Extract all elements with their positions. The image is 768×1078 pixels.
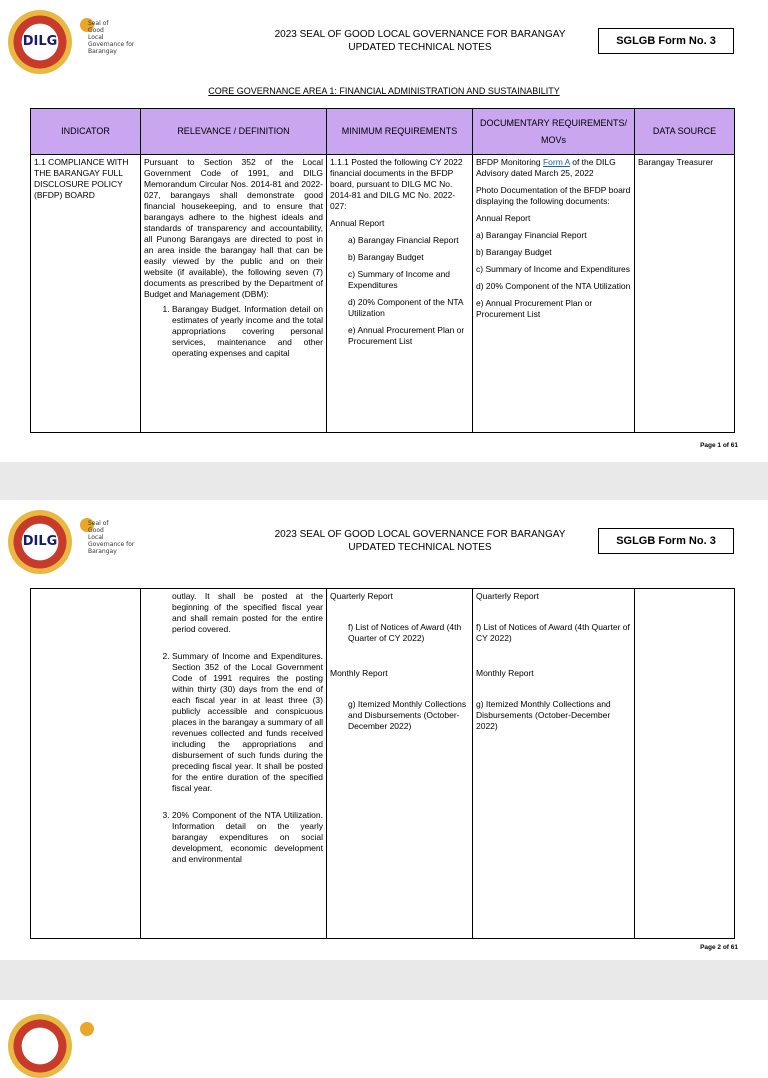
page-gap <box>0 960 768 1000</box>
form-number-box: SGLGB Form No. 3 <box>598 28 734 54</box>
page-number: Page 2 of 61 <box>700 944 738 951</box>
movs-cell: BFDP Monitoring Form A of the DILG Advisory dated March 25, 2022 Photo Documentation of the BFDP board displaying the following documents: Annual Report a) Barangay Financial Report b) Barangay Budget c) Summary of Income and Expenditures d) 20% Component of the NTA Utilization e) Annual Procurement Plan or Procurement List <box>473 155 635 433</box>
technical-notes-table-continued <box>30 588 735 939</box>
relevance-item-1: 1. Barangay Budget. Information detail on estimates of yearly income and the total appropriations covering personal services, maintenance and other operating expenses and capital <box>172 304 323 359</box>
data-source-cell: Barangay Treasurer <box>635 155 735 433</box>
data-source-cell <box>635 589 735 939</box>
sun-icon <box>80 1022 94 1036</box>
col-movs: DOCUMENTARY REQUIREMENTS/ MOVs <box>473 109 635 155</box>
col-minimum-requirements: MINIMUM REQUIREMENTS <box>327 109 473 155</box>
dilg-logo <box>8 10 72 74</box>
page-number: Page 1 of 61 <box>700 442 738 449</box>
table-row <box>31 589 735 939</box>
technical-notes-table <box>30 108 735 433</box>
minimum-requirements-cell: 1.1.1 Posted the following CY 2022 financial documents in the BFDP board, pursuant to DILG MC No. 2014-81 and DILG MC No. 2022-027: Annual Report a) Barangay Financial Report b) Barangay Budget c) Summary of Income and Expenditures d) 20% Component of the NTA Utilization e) Annual Procurement Plan or Procurement List <box>327 155 473 433</box>
form-a-link[interactable]: Form A <box>542 157 570 167</box>
relevance-item-2: 2. Summary of Income and Expenditures. Section 352 of the Local Government Code of 1991 requires the posting within thirty (30) days from the end of each fiscal year in at least three (3) publicly accessible and conspicuous places in the barangay a summary of all revenues collected and funds received including the appropriations and disbursement of such funds during the preceding fiscal year. It shall be posted for the entire duration of the specified fiscal year. <box>172 651 323 794</box>
col-data-source: DATA SOURCE <box>635 109 735 155</box>
col-indicator: INDICATOR <box>31 109 141 155</box>
seal-text: Seal of Good Local Governance for Barangay <box>88 20 135 55</box>
sglgb-seal-logo <box>80 1022 136 1070</box>
sglgb-seal-logo <box>80 518 136 566</box>
indicator-cell: 1.1 COMPLIANCE WITH THE BARANGAY FULL DISCLOSURE POLICY (BFDP) BOARD <box>31 155 141 433</box>
page-gap <box>0 462 768 500</box>
document-title: 2023 SEAL OF GOOD LOCAL GOVERNANCE FOR BARANGAY UPDATED TECHNICAL NOTES <box>274 29 566 53</box>
document-title: 2023 SEAL OF GOOD LOCAL GOVERNANCE FOR BARANGAY UPDATED TECHNICAL NOTES <box>274 529 566 553</box>
col-relevance: RELEVANCE / DEFINITION <box>141 109 327 155</box>
table-row <box>31 155 735 433</box>
governance-area-title: CORE GOVERNANCE AREA 1: FINANCIAL ADMINISTRATION AND SUSTAINABILITY <box>208 86 560 96</box>
relevance-cell: Pursuant to Section 352 of the Local Government Code of 1991, and DILG Memorandum Circular Nos. 2014-81 and 2022-027, barangays shall demonstrate good financial housekeeping, and to ensure that barangays adhere to the highest ideals and standards of transparency and accountability, all Punong Barangays are directed to post in an area inside the barangay hall that can be easily viewed by the public and on their website (if available), the following seven (7) documents as prescribed by the Department of Budget and Management (DBM): 1. Barangay Budget. Information detail on estimates of yearly income and the total appropriations covering personal services, maintenance and other operating expenses and capital <box>141 155 327 433</box>
document-page-1 <box>0 0 768 462</box>
sglgb-seal-logo <box>80 18 136 66</box>
document-page-3 <box>0 1000 768 1024</box>
dilg-logo: DILG <box>8 510 72 574</box>
indicator-cell <box>31 589 141 939</box>
relevance-item-3: 3. 20% Component of the NTA Utilization. Information detail on the yearly barangay expenditures on social development, economic development and environmental <box>172 810 323 865</box>
form-number-box: SGLGB Form No. 3 <box>598 528 734 554</box>
relevance-cell: outlay. It shall be posted at the beginning of the specified fiscal year and shall remain posted for the entire period covered. 2. Summary of Income and Expenditures. Section 352 of the Local Government Code of 1991 requires the posting within thirty (30) days from the end of each fiscal year in at least three (3) publicly accessible and conspicuous places in the barangay a summary of all revenues collected and funds received including the appropriations and disbursement of such funds during the preceding fiscal year. It shall be posted for the entire duration of the specified fiscal year. 3. 20% Component of the NTA Utilization. Information detail on the yearly barangay expenditures on social development, economic development and environmental <box>141 589 327 939</box>
seal-text: Seal of Good Local Governance for Barangay <box>88 520 135 555</box>
dilg-logo-text: DILG <box>22 34 58 49</box>
minimum-requirements-cell: Quarterly Report f) List of Notices of Award (4th Quarter of CY 2022) Monthly Report g) Itemized Monthly Collections and Disbursements (October-December 2022) <box>327 589 473 939</box>
table-header-row <box>31 109 735 155</box>
movs-cell: Quarterly Report f) List of Notices of Award (4th Quarter of CY 2022) Monthly Report g) Itemized Monthly Collections and Disbursements (October-December 2022) <box>473 589 635 939</box>
